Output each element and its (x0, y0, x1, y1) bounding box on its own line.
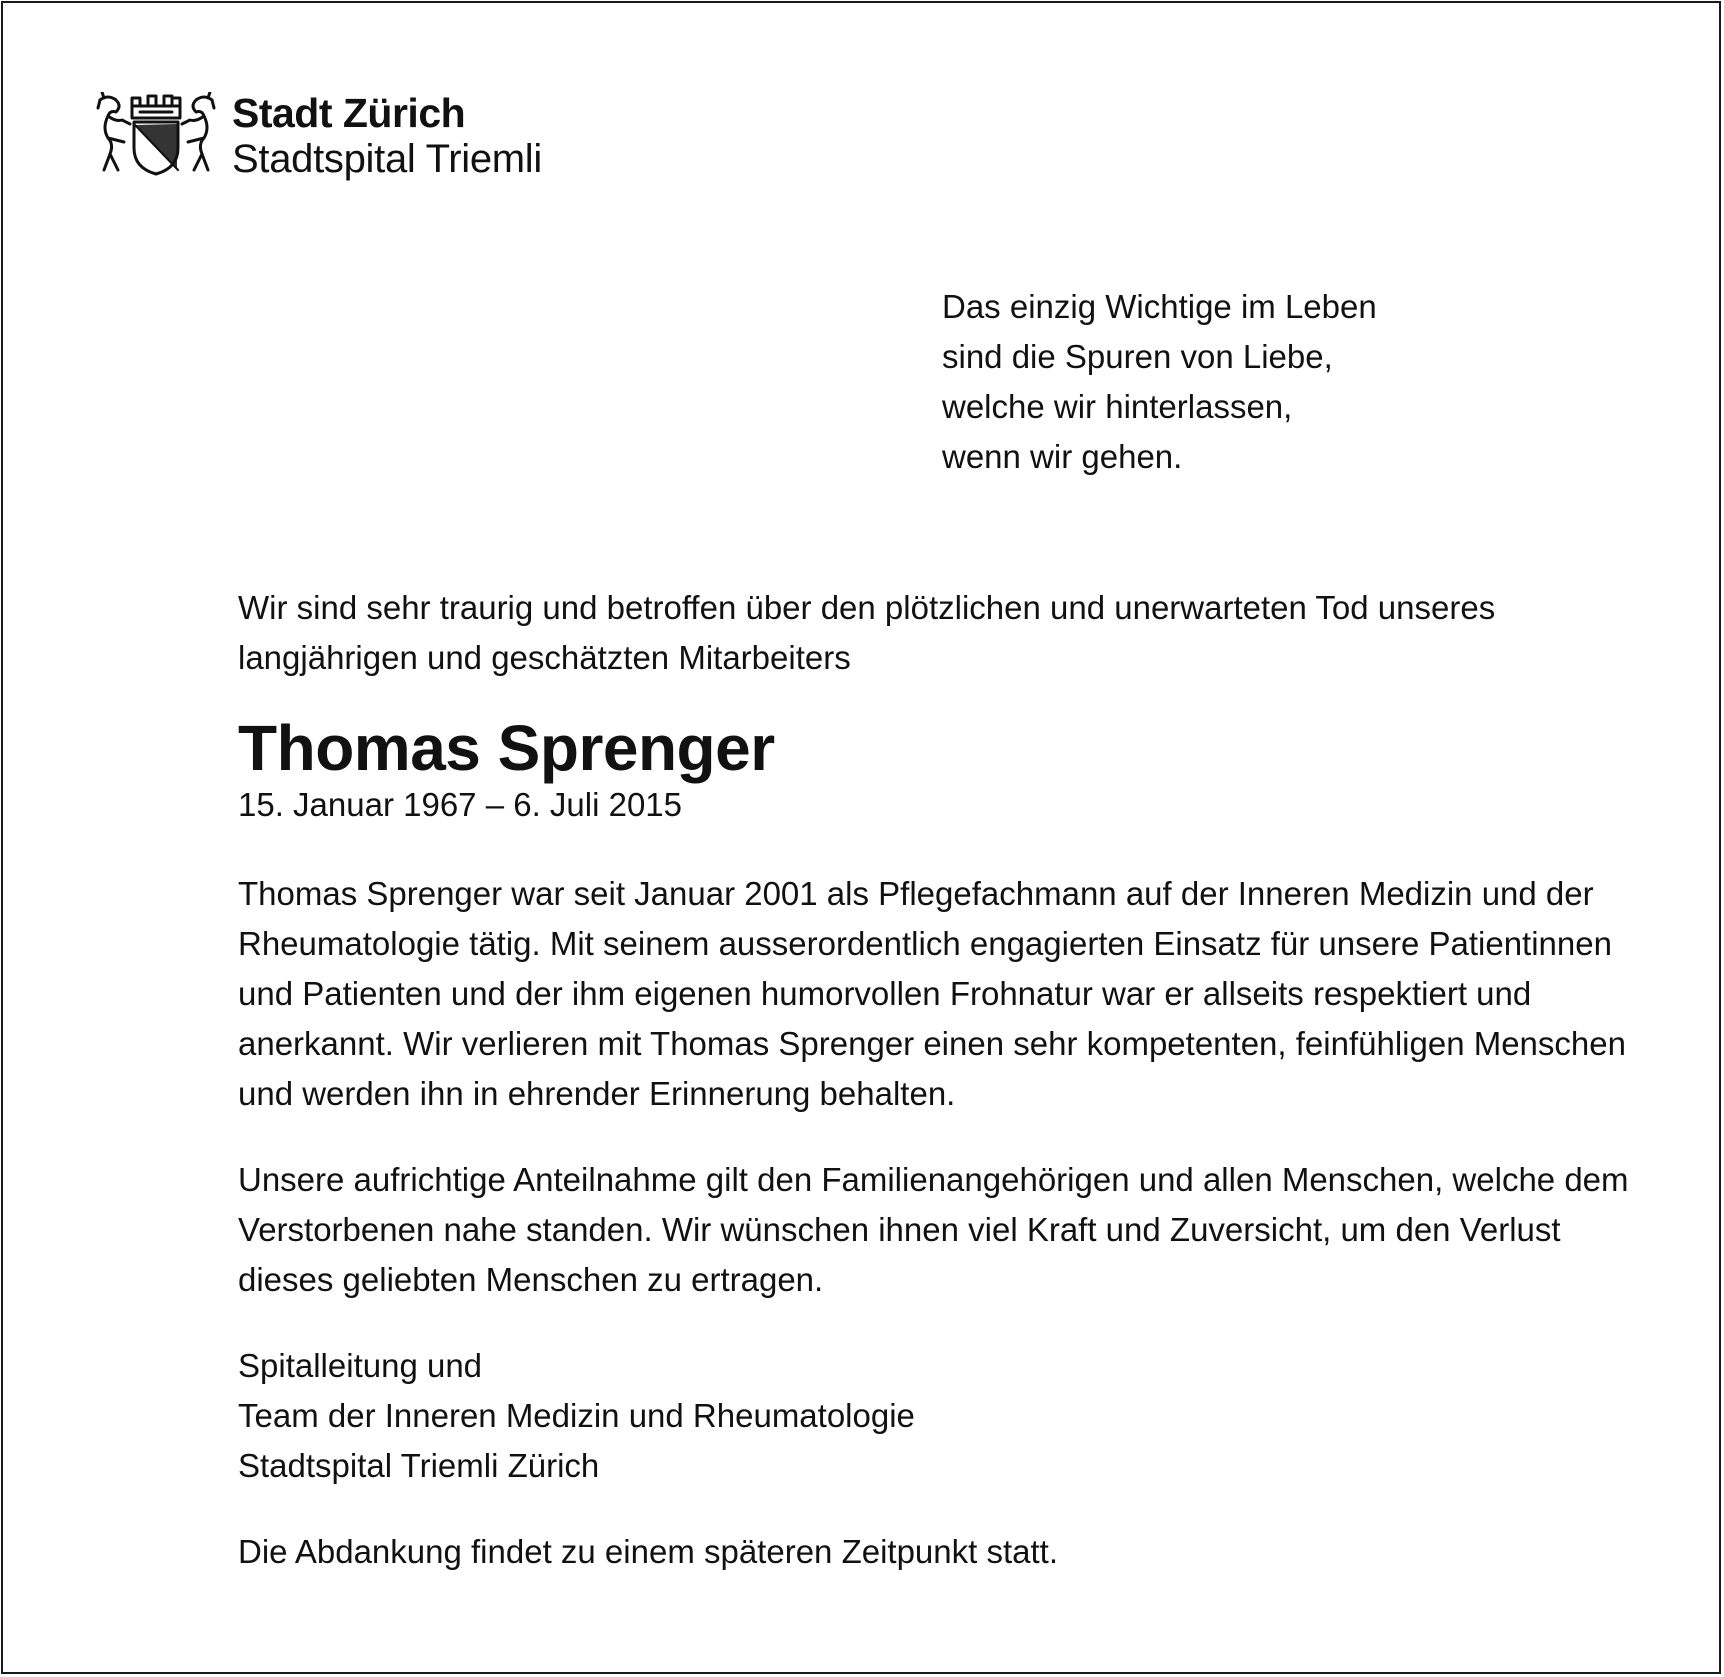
hospital-name: Stadtspital Triemli (232, 137, 542, 181)
signature-line: Team der Inneren Medizin und Rheumatologie (238, 1397, 915, 1434)
signature-line: Stadtspital Triemli Zürich (238, 1447, 600, 1484)
deceased-name: Thomas Sprenger (238, 712, 775, 784)
motto-line: welche wir hinterlassen, (942, 388, 1293, 425)
life-dates: 15. Januar 1967 – 6. Juli 2015 (238, 786, 683, 823)
signature-line: Spitalleitung und (238, 1347, 483, 1384)
condolence-paragraph: Unsere aufrichtige Anteilnahme gilt den Familienangehörigen und allen Menschen, welche dem Verstorbenen nahe standen. Wir wünschen ihnen viel Kraft und Zuversicht, um den Verlust dieses geliebten Menschen zu ertragen. (238, 1161, 1629, 1298)
signature-block (238, 1341, 1638, 1491)
header-logo (94, 92, 542, 182)
motto-quote (942, 282, 1377, 482)
motto-line: sind die Spuren von Liebe, (942, 338, 1333, 375)
motto-line: Das einzig Wichtige im Leben (942, 288, 1377, 325)
motto-line: wenn wir gehen. (942, 438, 1183, 475)
intro-text: Wir sind sehr traurig und betroffen über den plötzlichen und unerwarteten Tod unseres langjährigen und geschätzten Mitarbeiters (238, 589, 1496, 676)
tribute-paragraph: Thomas Sprenger war seit Januar 2001 als Pflegefachmann auf der Inneren Medizin und der Rheumatologie tätig. Mit seinem ausserordentlich engagierten Einsatz für unsere Patientinnen und Patienten und der ihm eigenen humorvollen Frohnatur war er allseits respektiert und anerkannt. Wir verlieren mit Thomas Sprenger einen sehr kompetenten, feinfühligen Menschen und werden ihn in ehrender Erinnerung behalten. (238, 875, 1626, 1112)
zurich-coat-of-arms-icon (94, 92, 218, 178)
funeral-notice: Die Abdankung findet zu einem späteren Zeitpunkt statt. (238, 1533, 1059, 1570)
organization-name (232, 90, 542, 182)
city-name: Stadt Zürich (232, 90, 466, 136)
obituary-body (238, 583, 1638, 1577)
